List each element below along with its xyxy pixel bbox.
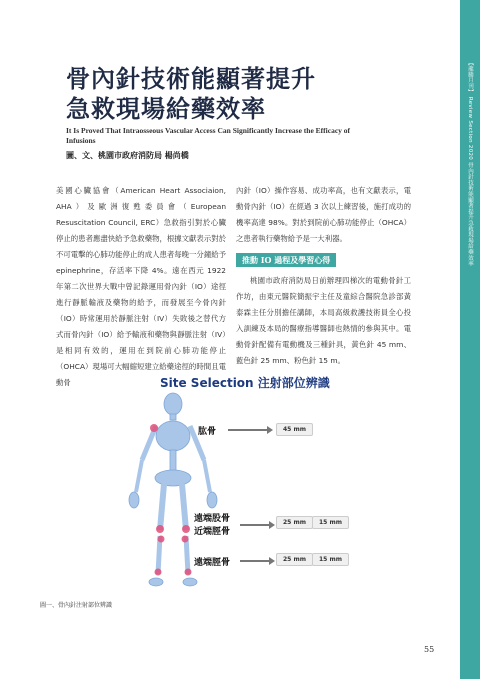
figure-title: Site Selection 注射部位辨識 bbox=[160, 376, 330, 390]
section-heading: 推動 IO 過程及學習心得 bbox=[236, 253, 336, 267]
size-tag-distal-tibia-1: 25 mm bbox=[276, 553, 313, 566]
site-label-distal-tibia: 遠端脛骨 bbox=[194, 558, 231, 568]
arrow-humerus bbox=[228, 429, 268, 431]
english-subtitle: It Is Proved That Intraosseous Vascular Access Can Significantly Increase the Efficacy of Infusions bbox=[66, 126, 351, 145]
size-tag-humerus-1: 45 mm bbox=[276, 423, 313, 436]
figure-site-selection bbox=[40, 368, 440, 596]
title-line-2: 急救現場給藥效率 bbox=[66, 94, 266, 123]
side-strip bbox=[460, 0, 480, 679]
right-column bbox=[236, 183, 411, 369]
byline: 圖、文、桃園市政府消防局 楊尚橋 bbox=[66, 151, 189, 160]
site-label-humerus: 肱骨 bbox=[198, 427, 217, 437]
right-column-text-2: 桃園市政府消防局日前辦理四梯次的電動骨針工作坊，由東元醫院簡振宇主任及童綜合醫院急診部黃泰霖主任分別擔任講師，本局高級救護技術員全心投入訓練及本局的醫療指導醫師也熱情的參與其中。電動骨針配備有電動機及三種針具，黃色針 45 mm、藍色針 25 mm、粉色針 15 m。 bbox=[236, 276, 411, 365]
article-title bbox=[66, 64, 316, 124]
size-tag-distal-tibia-2: 15 mm bbox=[312, 553, 349, 566]
site-label-distal-femur: 遠端股骨 bbox=[194, 514, 231, 524]
arrow-distal-tibia bbox=[240, 560, 270, 562]
size-tag-proximal-tibia-2: 15 mm bbox=[312, 516, 349, 529]
arrow-proximal-tibia bbox=[240, 524, 270, 526]
size-tag-proximal-tibia-1: 25 mm bbox=[276, 516, 313, 529]
title-line-1: 骨內針技術能顯著提升 bbox=[66, 64, 316, 93]
left-column-text: 美國心臟協會（American Heart Associaion, AHA）及歐洲復甦委員會（European Resuscitation Council, ERC）急救指引對於心臟停止的患者應盡快給予急救藥物，根據文獻表示對於不可電擊的心肺功能停止的成人患者每晚一分鐘給予 epinephrine，存活率下降 4%。遠在西元 1922 年第二次世界大戰中曾記錄運用骨內針（IO）途徑進行靜脈輸液及藥物的給予，而發展至今骨內針（IO）時常運用於靜脈注射（IV）失敗後之替代方式而骨內針（IO）給予輸液和藥物與靜脈注射（IV）是相同有效的，運用在到院前心肺功能停止（OHCA）現場可大幅縮短建立給藥途徑的時間且電動骨 bbox=[56, 186, 226, 387]
site-label-proximal-tibia: 近端脛骨 bbox=[194, 527, 231, 537]
side-strip-text: 【龍騰月刊】 Review Section 2020 骨內針技術能顯著提升急救現場給藥效率 bbox=[467, 60, 473, 267]
right-column-text-1: 內針（IO）操作容易、成功率高，也有文獻表示，電動骨內針（IO）在經過 3 次以上練習後，施打成功的機率高達 98%。對於到院前心肺功能停止（OHCA）之患者執行藥物給予是一大利器。 bbox=[236, 186, 411, 243]
left-column bbox=[56, 183, 226, 391]
page-number: 55 bbox=[424, 645, 435, 654]
figure-caption: 圖一、骨內針注射部位辨識 bbox=[40, 602, 113, 609]
